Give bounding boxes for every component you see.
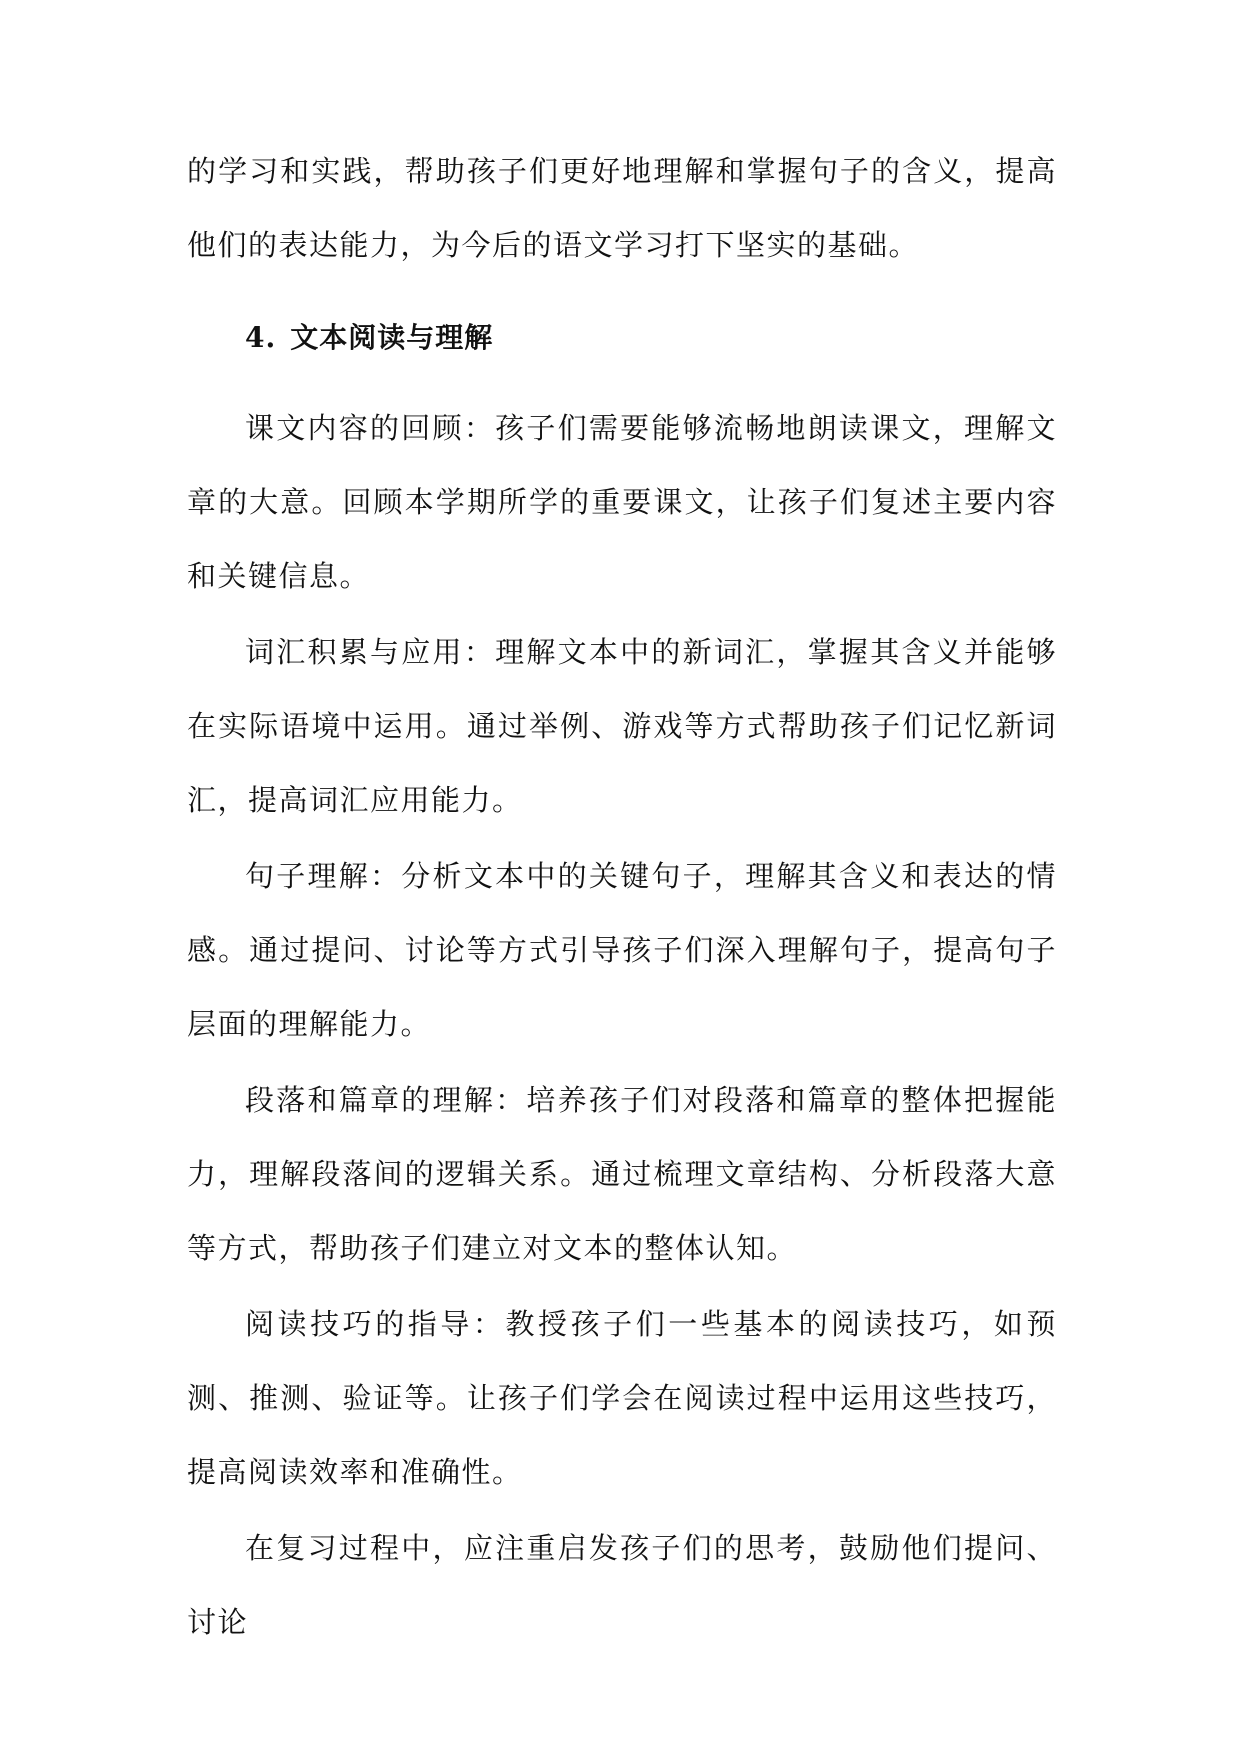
continuation-block	[187, 134, 1057, 284]
paragraph-sentence-understanding: 句子理解：分析文本中的关键句子，理解其含义和表达的情感。通过提问、讨论等方式引导孩子们深入理解句子，提高句子层面的理解能力。	[187, 859, 1057, 1041]
paragraph-reading-skills: 阅读技巧的指导：教授孩子们一些基本的阅读技巧，如预测、推测、验证等。让孩子们学会在阅读过程中运用这些技巧，提高阅读效率和准确性。	[187, 1307, 1057, 1489]
section-heading	[245, 318, 493, 358]
paragraph-vocabulary: 词汇积累与应用：理解文本中的新词汇，掌握其含义并能够在实际语境中运用。通过举例、游戏等方式帮助孩子们记忆新词汇，提高词汇应用能力。	[187, 635, 1057, 817]
paragraph-text-review: 课文内容的回顾：孩子们需要能够流畅地朗读课文，理解文章的大意。回顾本学期所学的重要课文，让孩子们复述主要内容和关键信息。	[187, 411, 1057, 593]
section-title: 文本阅读与理解	[290, 321, 494, 354]
continuation-paragraph: 的学习和实践，帮助孩子们更好地理解和掌握句子的含义，提高他们的表达能力，为今后的语文学习打下坚实的基础。	[187, 154, 1057, 262]
paragraph-paragraph-understanding: 段落和篇章的理解：培养孩子们对段落和篇章的整体把握能力，理解段落间的逻辑关系。通过梳理文章结构、分析段落大意等方式，帮助孩子们建立对文本的整体认知。	[187, 1083, 1057, 1265]
section-number: 4.	[245, 321, 277, 354]
section-body	[187, 391, 1057, 1661]
paragraph-review-process: 在复习过程中，应注重启发孩子们的思考，鼓励他们提问、讨论	[187, 1531, 1057, 1639]
